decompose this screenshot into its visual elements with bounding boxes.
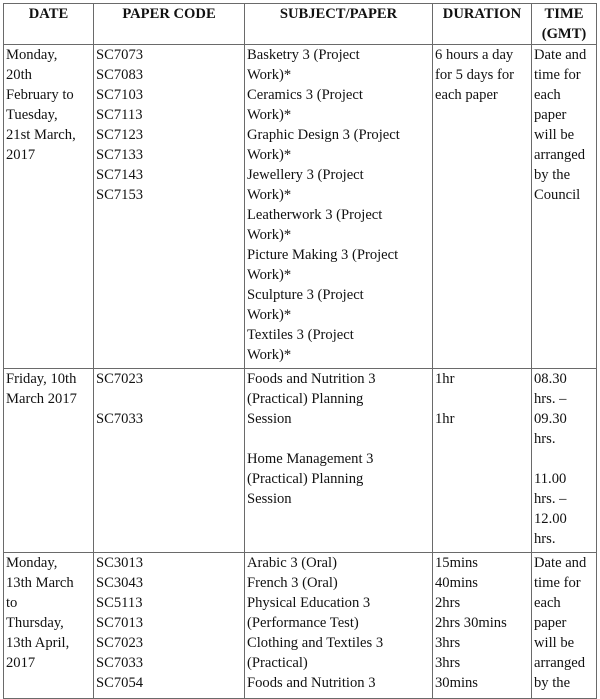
table-row <box>4 369 597 553</box>
duration-cell: 1hr 1hr <box>433 369 532 553</box>
date-header: DATE <box>4 4 94 45</box>
exam-timetable <box>3 3 597 699</box>
table-row <box>4 553 597 699</box>
subject-cell: Basketry 3 (Project Work)* Ceramics 3 (Project Work)* Graphic Design 3 (Project Work)* Jewellery 3 (Project Work)* Leatherwork 3 (Project Work)* Picture Making 3 (Project Work)* Sculpture 3 (Project Work)* Textiles 3 (Project Work)* <box>245 45 433 369</box>
header-row <box>4 4 597 45</box>
date-cell: Friday, 10th March 2017 <box>4 369 94 553</box>
duration-cell: 6 hours a day for 5 days for each paper <box>433 45 532 369</box>
duration-cell: 15mins 40mins 2hrs 2hrs 30mins 3hrs 3hrs 30mins <box>433 553 532 699</box>
duration-header: DURATION <box>433 4 532 45</box>
subject-header: SUBJECT/PAPER <box>245 4 433 45</box>
paper-code-cell: SC3013 SC3043 SC5113 SC7013 SC7023 SC7033 SC7054 <box>94 553 245 699</box>
date-cell: Monday, 20th February to Tuesday, 21st March, 2017 <box>4 45 94 369</box>
time-header: TIME (GMT) <box>532 4 597 45</box>
time-cell: 08.30 hrs. – 09.30 hrs. 11.00 hrs. – 12.00 hrs. <box>532 369 597 553</box>
paper-code-cell: SC7073 SC7083 SC7103 SC7113 SC7123 SC7133 SC7143 SC7153 <box>94 45 245 369</box>
paper-code-cell: SC7023 SC7033 <box>94 369 245 553</box>
time-cell: Date and time for each paper will be arranged by the <box>532 553 597 699</box>
subject-cell: Arabic 3 (Oral) French 3 (Oral) Physical Education 3 (Performance Test) Clothing and Textiles 3 (Practical) Foods and Nutrition 3 <box>245 553 433 699</box>
subject-cell: Foods and Nutrition 3 (Practical) Planning Session Home Management 3 (Practical) Planning Session <box>245 369 433 553</box>
table-row <box>4 45 597 369</box>
date-cell: Monday, 13th March to Thursday, 13th April, 2017 <box>4 553 94 699</box>
time-cell: Date and time for each paper will be arranged by the Council <box>532 45 597 369</box>
paper-code-header: PAPER CODE <box>94 4 245 45</box>
